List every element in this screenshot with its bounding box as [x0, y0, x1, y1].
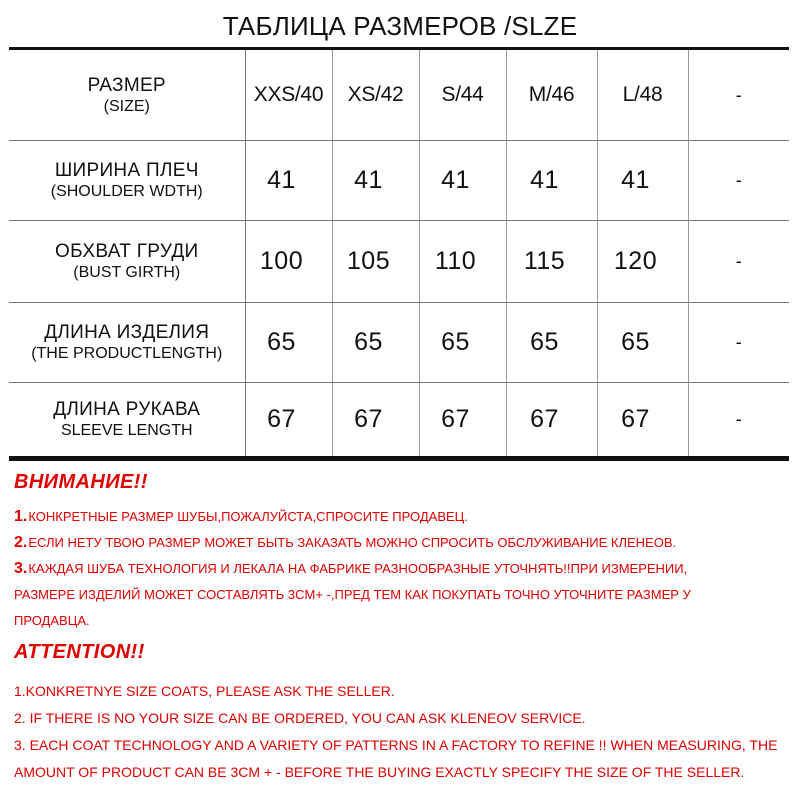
- table-row-sleeve-length: [9, 383, 789, 459]
- table-cell: 67: [506, 383, 597, 459]
- table-cell: 41: [332, 141, 419, 221]
- table-cell: 115: [506, 221, 597, 303]
- note-en-3-continued: AMOUNT OF PRODUCT CAN BE 3CM + - BEFORE THE BUYING EXACTLY SPECIFY THE SIZE OF THE SELLER.: [14, 764, 745, 780]
- row-label-ru: ДЛИНА ИЗДЕЛИЯ: [44, 322, 210, 343]
- note-text: ЕСЛИ НЕТУ ТВОЮ РАЗМЕР МОЖЕТ БЫТЬ ЗАКАЗАТЬ МОЖНО СПРОСИТЬ ОБСЛУЖИВАНИЕ КЛЕНЕОВ.: [28, 535, 677, 550]
- size-table: [9, 47, 789, 461]
- size-header-cell: S/44: [419, 49, 506, 141]
- note-ru-1: [14, 504, 794, 530]
- table-cell: 105: [332, 221, 419, 303]
- table-cell: 41: [245, 141, 332, 221]
- row-label: [9, 141, 245, 221]
- table-cell: 41: [506, 141, 597, 221]
- table-cell: 65: [597, 303, 688, 383]
- row-label: [9, 49, 245, 141]
- row-label-en: (THE PRODUCTLENGTH): [31, 345, 223, 362]
- table-cell: -: [688, 221, 789, 303]
- table-cell: 41: [597, 141, 688, 221]
- table-cell: -: [688, 141, 789, 221]
- notes-en-list: [14, 678, 794, 786]
- notes-section: [14, 468, 794, 786]
- note-text-continued: РАЗМЕРЕ ИЗДЕЛИЙ МОЖЕТ СОСТАВЛЯТЬ 3CM+ -,ПРЕД ТЕМ КАК ПОКУПАТЬ ТОЧНО УТОЧНИТЕ РАЗМЕР У: [14, 587, 691, 602]
- notes-heading-ru: ВНИМАНИЕ!!: [14, 471, 148, 493]
- table-cell: -: [688, 303, 789, 383]
- note-text-continued: ПРОДАВЦА.: [14, 613, 90, 628]
- table-row-size: [9, 49, 789, 141]
- note-en-3: 3. EACH COAT TECHNOLOGY AND A VARIETY OF PATTERNS IN A FACTORY TO REFINE !! WHEN MEASURING, THE: [14, 737, 778, 753]
- table-cell: 65: [506, 303, 597, 383]
- table-cell: 41: [419, 141, 506, 221]
- table-cell: 65: [245, 303, 332, 383]
- table-cell: 100: [245, 221, 332, 303]
- row-label-en: (SIZE): [103, 97, 150, 115]
- table-cell: 120: [597, 221, 688, 303]
- note-ru-2: [14, 530, 794, 556]
- row-label-ru: ДЛИНА РУКАВА: [53, 399, 201, 420]
- note-text: КОНКРЕТНЫЕ РАЗМЕР ШУБЫ,ПОЖАЛУЙСТА,СПРОСИТЕ ПРОДАВЕЦ.: [28, 509, 468, 524]
- note-number: 1.: [14, 508, 28, 525]
- note-text: КАЖДАЯ ШУБА ТЕХНОЛОГИЯ И ЛЕКАЛА НА ФАБРИКЕ РАЗНООБРАЗНЫЕ УТОЧНЯТЬ!!ПРИ ИЗМЕРЕНИИ,: [28, 561, 688, 576]
- table-cell: 67: [332, 383, 419, 459]
- note-en-1: 1.KONKRETNYE SIZE COATS, PLEASE ASK THE SELLER.: [14, 683, 395, 699]
- table-cell: 65: [332, 303, 419, 383]
- note-number: 3.: [14, 560, 28, 577]
- row-label: [9, 383, 245, 459]
- table-row-product-length: [9, 303, 789, 383]
- row-label-en: (BUST GIRTH): [73, 264, 181, 281]
- row-label-ru: ОБХВАТ ГРУДИ: [54, 241, 199, 262]
- size-header-cell: L/48: [597, 49, 688, 141]
- page-title: ТАБЛИЦА РАЗМЕРОВ /SLZE: [222, 11, 578, 41]
- row-label-en: (SHOULDER WDTH): [50, 183, 203, 200]
- size-header-cell: M/46: [506, 49, 597, 141]
- table-cell: -: [688, 383, 789, 459]
- table-row-bust-girth: [9, 221, 789, 303]
- note-ru-3: [14, 556, 794, 634]
- table-cell: 110: [419, 221, 506, 303]
- row-label: [9, 303, 245, 383]
- row-label: [9, 221, 245, 303]
- row-label-ru: ШИРИНА ПЛЕЧ: [54, 160, 199, 181]
- size-header-cell: XS/42: [332, 49, 419, 141]
- size-header-cell: XXS/40: [245, 49, 332, 141]
- table-cell: 65: [419, 303, 506, 383]
- table-row-shoulder-width: [9, 141, 789, 221]
- row-label-en: SLEEVE LENGTH: [60, 422, 193, 439]
- table-cell: 67: [597, 383, 688, 459]
- table-cell: 67: [245, 383, 332, 459]
- notes-heading-en: ATTENTION!!: [14, 641, 145, 663]
- row-label-ru: РАЗМЕР: [87, 74, 166, 96]
- table-cell: 67: [419, 383, 506, 459]
- note-en-2: 2. IF THERE IS NO YOUR SIZE CAN BE ORDERED, YOU CAN ASK KLENEOV SERVICE.: [14, 710, 586, 726]
- size-header-cell: -: [735, 84, 742, 105]
- note-number: 2.: [14, 534, 28, 551]
